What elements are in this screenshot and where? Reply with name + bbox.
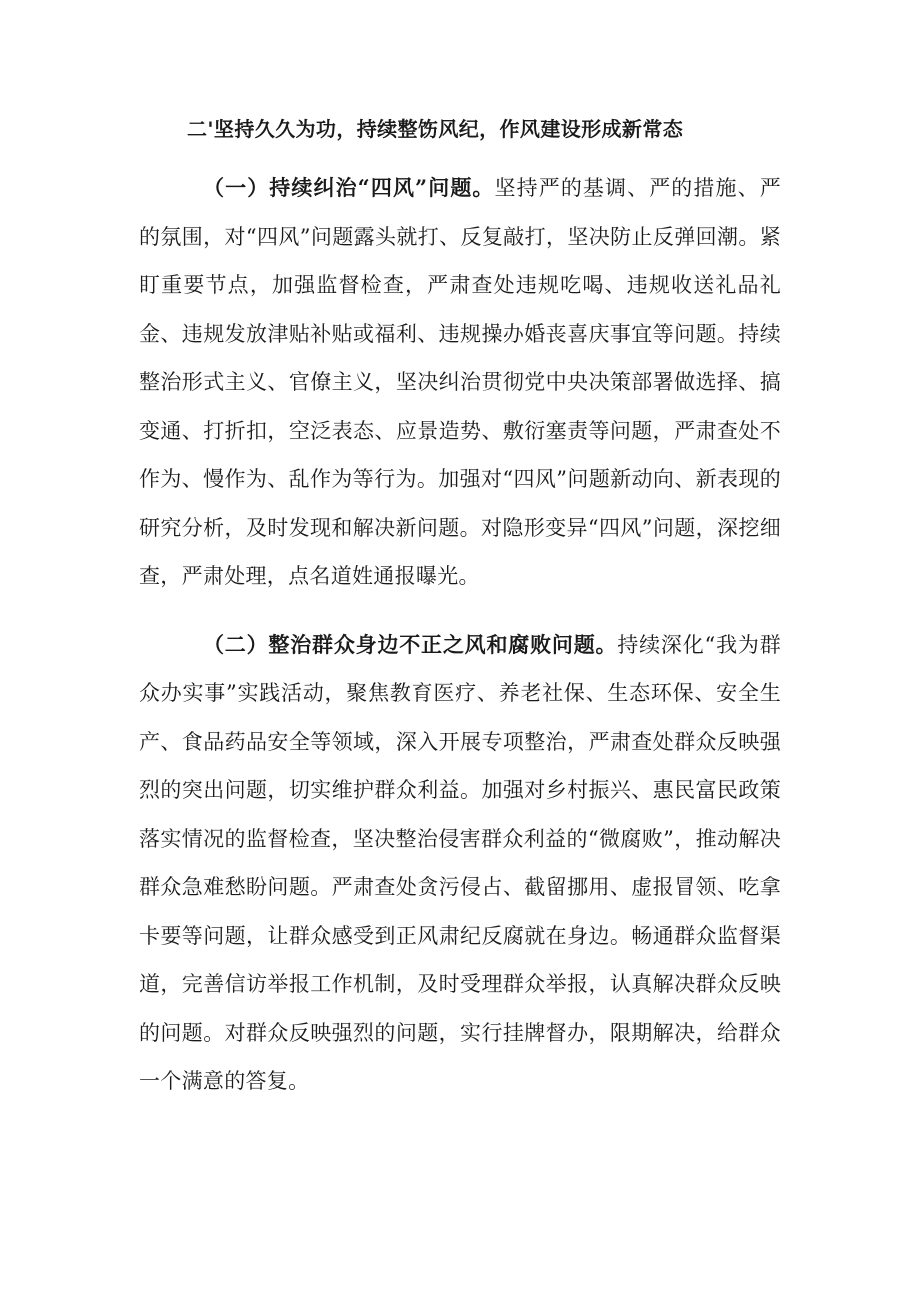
section-heading: 二'坚持久久为功，持续整饬风纪，作风建设形成新常态 — [187, 117, 684, 141]
paragraph-mass-corruption — [139, 621, 781, 1106]
paragraph-body: 坚持严的基调、严的措施、严的氛围，对“四风”问题露头就打、反复敲打，坚决防止反弹回潮。紧盯重要节点，加强监督检查，严肃查处违规吃喝、违规收送礼品礼金、违规发放津贴补贴或福利、违规操办婚丧喜庆事宜等问题。持续整治形式主义、官僚主义，坚决纠治贯彻党中央决策部署做选择、搞变通、打折扣，空泛表态、应景造势、敷衍塞责等问题，严肃查处不作为、慢作为、乱作为等行为。加强对“四风”问题新动向、新表现的研究分析，及时发现和解决新问题。对隐形变异“四风”问题，深挖细查，严肃处理，点名道姓通报曝光。 — [139, 176, 781, 588]
paragraph-lead: （二）整治群众身边不正之风和腐败问题。 — [203, 631, 618, 657]
document-content — [139, 113, 781, 1106]
paragraph-lead: （一）持续纠治“四风”问题。 — [203, 175, 495, 200]
paragraph-body: 持续深化“我为群众办实事”实践活动，聚焦教育医疗、养老社保、生态环保、安全生产、食品药品安全等领域，深入开展专项整治，严肃查处群众反映强烈的突出问题，切实维护群众利益。加强对乡村振兴、惠民富民政策落实情况的监督检查，坚决整治侵害群众利益的“微腐败”，推动解决群众急难愁盼问题。严肃查处贪污侵占、截留挪用、虚报冒领、吃拿卡要等问题，让群众感受到正风肃纪反腐就在身边。畅通群众监督渠道，完善信访举报工作机制，及时受理群众举报，认真解决群众反映的问题。对群众反映强烈的问题，实行挂牌督办，限期解决，给群众一个满意的答复。 — [139, 632, 781, 1093]
paragraph-four-winds — [139, 164, 781, 601]
